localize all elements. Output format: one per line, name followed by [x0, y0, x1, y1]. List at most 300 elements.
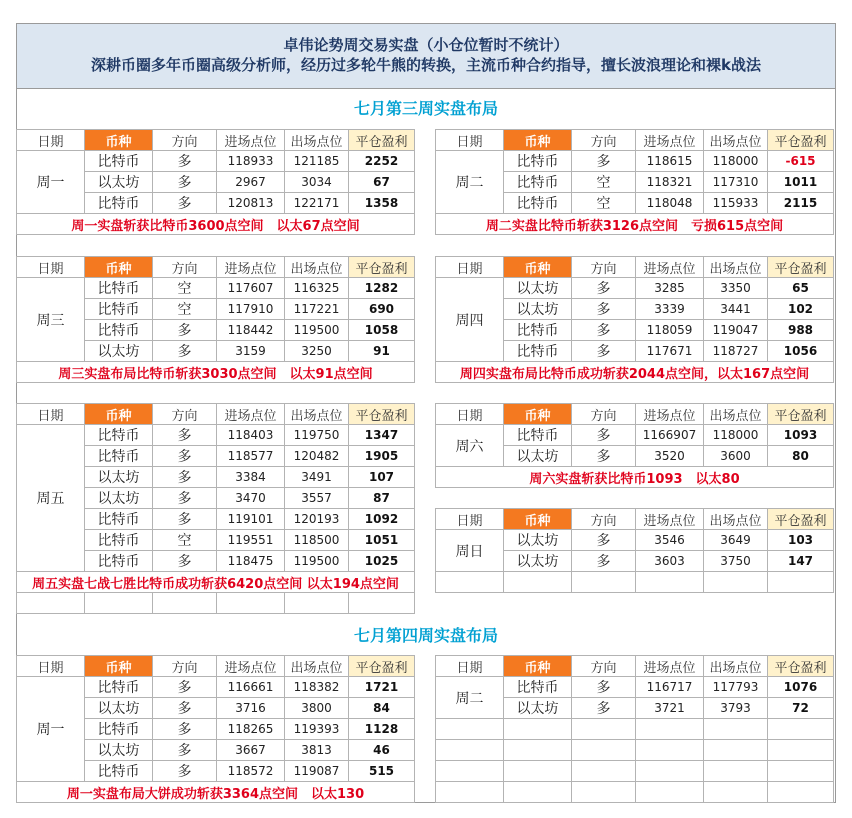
exit-price-cell: 119500	[285, 320, 349, 341]
col-entry-header: 进场点位	[217, 257, 285, 278]
empty-row	[436, 761, 834, 782]
col-entry-header: 进场点位	[217, 130, 285, 151]
direction-cell: 多	[153, 151, 217, 172]
col-coin-header: 币种	[85, 257, 153, 278]
profit-value-cell: 102	[768, 299, 834, 320]
col-direction-header: 方向	[572, 509, 636, 530]
day-label: 周二	[436, 677, 504, 719]
coin-cell: 以太坊	[504, 551, 572, 572]
column-header-row	[17, 656, 415, 677]
table-row	[436, 425, 834, 446]
coin-cell: 比特币	[504, 320, 572, 341]
profit-value-cell: 1076	[768, 677, 834, 698]
entry-price-cell: 118059	[636, 320, 704, 341]
entry-price-cell: 119101	[217, 509, 285, 530]
profit-value-cell: 2115	[768, 193, 834, 214]
exit-price-cell: 3491	[285, 467, 349, 488]
day-label: 周三	[17, 278, 85, 362]
entry-price-cell: 118442	[217, 320, 285, 341]
direction-cell: 多	[153, 467, 217, 488]
empty-row	[436, 719, 834, 740]
direction-cell: 多	[572, 446, 636, 467]
col-exit-header: 出场点位	[285, 656, 349, 677]
direction-cell: 多	[153, 320, 217, 341]
entry-price-cell: 118403	[217, 425, 285, 446]
empty-cell	[504, 719, 572, 740]
col-direction-header: 方向	[153, 656, 217, 677]
entry-price-cell: 118572	[217, 761, 285, 782]
empty-cell	[768, 719, 834, 740]
entry-price-cell: 1166907	[636, 425, 704, 446]
direction-cell: 多	[572, 151, 636, 172]
empty-cell	[704, 761, 768, 782]
col-direction-header: 方向	[572, 130, 636, 151]
empty-cell	[572, 572, 636, 593]
summary-row	[436, 467, 834, 488]
col-pnl-header: 平仓盈利	[768, 130, 834, 151]
day-label: 周日	[436, 530, 504, 572]
exit-price-cell: 3813	[285, 740, 349, 761]
profit-value-cell: 1058	[349, 320, 415, 341]
summary-row	[17, 782, 415, 803]
day-label: 周四	[436, 278, 504, 362]
entry-price-cell: 119551	[217, 530, 285, 551]
empty-cell	[572, 761, 636, 782]
entry-price-cell: 3716	[217, 698, 285, 719]
entry-price-cell: 118265	[217, 719, 285, 740]
coin-cell: 比特币	[85, 719, 153, 740]
profit-value-cell: 1358	[349, 193, 415, 214]
week3-sunday-table	[435, 508, 834, 593]
coin-cell: 以太坊	[85, 341, 153, 362]
col-direction-header: 方向	[153, 130, 217, 151]
exit-price-cell: 3750	[704, 551, 768, 572]
entry-price-cell: 3721	[636, 698, 704, 719]
profit-value-cell: 65	[768, 278, 834, 299]
coin-cell: 比特币	[85, 425, 153, 446]
profit-value-cell: 1347	[349, 425, 415, 446]
week3-monday-table	[16, 129, 415, 235]
col-date-header: 日期	[17, 257, 85, 278]
profit-value-cell: 80	[768, 446, 834, 467]
empty-cell	[436, 572, 504, 593]
empty-cell	[704, 719, 768, 740]
col-exit-header: 出场点位	[285, 130, 349, 151]
col-exit-header: 出场点位	[704, 509, 768, 530]
week3-wednesday-table	[16, 256, 415, 383]
col-date-header: 日期	[17, 656, 85, 677]
sheet-subtitle: 深耕币圈多年币圈高级分析师，经历过多轮牛熊的转换，主流币种合约指导，擅长波浪理论和裸k战法	[91, 56, 761, 74]
entry-price-cell: 118615	[636, 151, 704, 172]
empty-cell	[504, 572, 572, 593]
trading-record-sheet	[16, 23, 836, 803]
empty-row	[436, 740, 834, 761]
coin-cell: 比特币	[85, 509, 153, 530]
empty-cell	[85, 593, 153, 614]
empty-cell	[572, 782, 636, 803]
entry-price-cell: 118475	[217, 551, 285, 572]
empty-cell	[572, 719, 636, 740]
column-header-row	[17, 130, 415, 151]
empty-cell	[704, 782, 768, 803]
direction-cell: 多	[572, 299, 636, 320]
coin-cell: 以太坊	[85, 172, 153, 193]
direction-cell: 多	[153, 509, 217, 530]
summary-row	[17, 572, 415, 593]
exit-price-cell: 117310	[704, 172, 768, 193]
col-entry-header: 进场点位	[217, 656, 285, 677]
week3-thursday-table	[435, 256, 834, 383]
table-row	[436, 151, 834, 172]
empty-cell	[636, 719, 704, 740]
col-pnl-header: 平仓盈利	[349, 257, 415, 278]
table-row	[17, 151, 415, 172]
empty-cell	[436, 740, 504, 761]
profit-value-cell: 515	[349, 761, 415, 782]
profit-value-cell: 46	[349, 740, 415, 761]
empty-cell	[217, 593, 285, 614]
exit-price-cell: 3649	[704, 530, 768, 551]
direction-cell: 多	[153, 719, 217, 740]
col-pnl-header: 平仓盈利	[349, 656, 415, 677]
day-label: 周五	[17, 425, 85, 572]
exit-price-cell: 118000	[704, 151, 768, 172]
exit-price-cell: 117221	[285, 299, 349, 320]
coin-cell: 以太坊	[504, 530, 572, 551]
day-summary: 周五实盘七战七胜比特币成功斩获6420点空间 以太194点空间	[17, 572, 415, 593]
col-pnl-header: 平仓盈利	[768, 257, 834, 278]
loss-value-cell: -615	[768, 151, 834, 172]
col-entry-header: 进场点位	[636, 130, 704, 151]
column-header-row	[17, 404, 415, 425]
coin-cell: 比特币	[504, 151, 572, 172]
entry-price-cell: 117607	[217, 278, 285, 299]
col-date-header: 日期	[436, 130, 504, 151]
col-coin-header: 币种	[85, 656, 153, 677]
empty-cell	[768, 740, 834, 761]
exit-price-cell: 3350	[704, 278, 768, 299]
entry-price-cell: 3667	[217, 740, 285, 761]
direction-cell: 多	[153, 551, 217, 572]
col-direction-header: 方向	[153, 257, 217, 278]
direction-cell: 空	[572, 172, 636, 193]
exit-price-cell: 116325	[285, 278, 349, 299]
coin-cell: 以太坊	[85, 698, 153, 719]
col-coin-header: 币种	[504, 509, 572, 530]
coin-cell: 比特币	[85, 151, 153, 172]
day-summary: 周一实盘斩获比特币3600点空间 以太67点空间	[17, 214, 415, 235]
day-label: 周六	[436, 425, 504, 467]
col-pnl-header: 平仓盈利	[349, 404, 415, 425]
exit-price-cell: 118000	[704, 425, 768, 446]
entry-price-cell: 3546	[636, 530, 704, 551]
entry-price-cell: 118048	[636, 193, 704, 214]
direction-cell: 多	[153, 698, 217, 719]
exit-price-cell: 119087	[285, 761, 349, 782]
direction-cell: 多	[153, 341, 217, 362]
entry-price-cell: 118577	[217, 446, 285, 467]
coin-cell: 以太坊	[85, 740, 153, 761]
col-date-header: 日期	[436, 656, 504, 677]
coin-cell: 比特币	[504, 341, 572, 362]
direction-cell: 多	[572, 320, 636, 341]
entry-price-cell: 118933	[217, 151, 285, 172]
profit-value-cell: 1905	[349, 446, 415, 467]
summary-row	[17, 214, 415, 235]
coin-cell: 以太坊	[504, 698, 572, 719]
entry-price-cell: 3384	[217, 467, 285, 488]
entry-price-cell: 2967	[217, 172, 285, 193]
day-summary: 周三实盘布局比特币斩获3030点空间 以太91点空间	[17, 362, 415, 383]
col-coin-header: 币种	[504, 404, 572, 425]
week4-title: 七月第四周实盘布局	[353, 626, 498, 645]
profit-value-cell: 690	[349, 299, 415, 320]
direction-cell: 多	[153, 677, 217, 698]
sheet-header	[17, 24, 835, 89]
profit-value-cell: 1128	[349, 719, 415, 740]
col-exit-header: 出场点位	[704, 257, 768, 278]
column-header-row	[436, 509, 834, 530]
empty-cell	[504, 761, 572, 782]
table-row	[17, 278, 415, 299]
empty-cell	[768, 761, 834, 782]
coin-cell: 比特币	[85, 193, 153, 214]
entry-price-cell: 116717	[636, 677, 704, 698]
direction-cell: 多	[572, 551, 636, 572]
coin-cell: 以太坊	[504, 299, 572, 320]
empty-cell	[153, 593, 217, 614]
entry-price-cell: 3339	[636, 299, 704, 320]
exit-price-cell: 3800	[285, 698, 349, 719]
exit-price-cell: 115933	[704, 193, 768, 214]
direction-cell: 多	[572, 677, 636, 698]
direction-cell: 空	[153, 278, 217, 299]
exit-price-cell: 118500	[285, 530, 349, 551]
col-date-header: 日期	[436, 509, 504, 530]
col-entry-header: 进场点位	[636, 257, 704, 278]
profit-value-cell: 67	[349, 172, 415, 193]
table-row	[436, 530, 834, 551]
direction-cell: 多	[153, 446, 217, 467]
empty-cell	[768, 572, 834, 593]
empty-cell	[636, 740, 704, 761]
col-entry-header: 进场点位	[217, 404, 285, 425]
empty-cell	[436, 782, 504, 803]
profit-value-cell: 87	[349, 488, 415, 509]
profit-value-cell: 1721	[349, 677, 415, 698]
empty-cell	[768, 782, 834, 803]
direction-cell: 多	[572, 425, 636, 446]
col-direction-header: 方向	[572, 257, 636, 278]
col-date-header: 日期	[436, 404, 504, 425]
exit-price-cell: 3250	[285, 341, 349, 362]
profit-value-cell: 1282	[349, 278, 415, 299]
profit-value-cell: 1025	[349, 551, 415, 572]
empty-cell	[636, 782, 704, 803]
col-exit-header: 出场点位	[704, 656, 768, 677]
profit-value-cell: 1093	[768, 425, 834, 446]
empty-cell	[704, 572, 768, 593]
coin-cell: 比特币	[85, 299, 153, 320]
col-coin-header: 币种	[504, 130, 572, 151]
day-label: 周二	[436, 151, 504, 214]
day-summary: 周一实盘布局大饼成功斩获3364点空间 以太130	[17, 782, 415, 803]
entry-price-cell: 120813	[217, 193, 285, 214]
coin-cell: 比特币	[504, 172, 572, 193]
coin-cell: 比特币	[85, 551, 153, 572]
entry-price-cell: 3603	[636, 551, 704, 572]
empty-row	[17, 593, 415, 614]
entry-price-cell: 117910	[217, 299, 285, 320]
exit-price-cell: 3793	[704, 698, 768, 719]
col-exit-header: 出场点位	[285, 404, 349, 425]
day-summary: 周四实盘布局比特币成功斩获2044点空间，以太167点空间	[436, 362, 834, 383]
direction-cell: 多	[153, 425, 217, 446]
empty-cell	[636, 761, 704, 782]
col-pnl-header: 平仓盈利	[768, 509, 834, 530]
exit-price-cell: 118382	[285, 677, 349, 698]
coin-cell: 比特币	[504, 425, 572, 446]
day-label: 周一	[17, 677, 85, 782]
col-entry-header: 进场点位	[636, 509, 704, 530]
exit-price-cell: 117793	[704, 677, 768, 698]
direction-cell: 多	[572, 698, 636, 719]
empty-row	[436, 572, 834, 593]
col-coin-header: 币种	[85, 404, 153, 425]
week4-tuesday-table	[435, 655, 834, 803]
col-exit-header: 出场点位	[704, 130, 768, 151]
day-label: 周一	[17, 151, 85, 214]
empty-cell	[704, 740, 768, 761]
empty-row	[436, 782, 834, 803]
exit-price-cell: 3600	[704, 446, 768, 467]
table-row	[17, 677, 415, 698]
exit-price-cell: 119047	[704, 320, 768, 341]
profit-value-cell: 1051	[349, 530, 415, 551]
exit-price-cell: 118727	[704, 341, 768, 362]
entry-price-cell: 3470	[217, 488, 285, 509]
profit-value-cell: 103	[768, 530, 834, 551]
profit-value-cell: 91	[349, 341, 415, 362]
column-header-row	[17, 257, 415, 278]
exit-price-cell: 3034	[285, 172, 349, 193]
profit-value-cell: 1056	[768, 341, 834, 362]
profit-value-cell: 107	[349, 467, 415, 488]
col-coin-header: 币种	[504, 656, 572, 677]
col-exit-header: 出场点位	[704, 404, 768, 425]
direction-cell: 多	[153, 761, 217, 782]
week3-saturday-table	[435, 403, 834, 488]
exit-price-cell: 119393	[285, 719, 349, 740]
coin-cell: 以太坊	[85, 488, 153, 509]
col-pnl-header: 平仓盈利	[768, 404, 834, 425]
direction-cell: 空	[572, 193, 636, 214]
col-entry-header: 进场点位	[636, 656, 704, 677]
coin-cell: 以太坊	[504, 446, 572, 467]
table-row	[436, 278, 834, 299]
exit-price-cell: 119750	[285, 425, 349, 446]
coin-cell: 比特币	[85, 761, 153, 782]
col-date-header: 日期	[17, 130, 85, 151]
coin-cell: 比特币	[504, 193, 572, 214]
col-coin-header: 币种	[85, 130, 153, 151]
coin-cell: 比特币	[85, 446, 153, 467]
col-direction-header: 方向	[153, 404, 217, 425]
empty-cell	[436, 719, 504, 740]
coin-cell: 比特币	[504, 677, 572, 698]
col-direction-header: 方向	[572, 656, 636, 677]
coin-cell: 比特币	[85, 278, 153, 299]
sheet-title: 卓伟论势周交易实盘（小仓位暂时不统计）	[283, 36, 569, 54]
direction-cell: 多	[153, 172, 217, 193]
exit-price-cell: 120482	[285, 446, 349, 467]
summary-row	[17, 362, 415, 383]
column-header-row	[436, 404, 834, 425]
empty-cell	[17, 593, 85, 614]
coin-cell: 以太坊	[504, 278, 572, 299]
empty-cell	[349, 593, 415, 614]
entry-price-cell: 118321	[636, 172, 704, 193]
day-summary: 周六实盘斩获比特币1093 以太80	[436, 467, 834, 488]
entry-price-cell: 3285	[636, 278, 704, 299]
entry-price-cell: 3159	[217, 341, 285, 362]
empty-cell	[504, 782, 572, 803]
table-row	[17, 425, 415, 446]
entry-price-cell: 116661	[217, 677, 285, 698]
col-coin-header: 币种	[504, 257, 572, 278]
profit-value-cell: 84	[349, 698, 415, 719]
exit-price-cell: 119500	[285, 551, 349, 572]
coin-cell: 比特币	[85, 320, 153, 341]
col-date-header: 日期	[17, 404, 85, 425]
column-header-row	[436, 257, 834, 278]
column-header-row	[436, 130, 834, 151]
direction-cell: 多	[572, 341, 636, 362]
empty-cell	[436, 761, 504, 782]
profit-value-cell: 147	[768, 551, 834, 572]
week3-title: 七月第三周实盘布局	[353, 99, 498, 118]
profit-value-cell: 72	[768, 698, 834, 719]
direction-cell: 多	[153, 193, 217, 214]
entry-price-cell: 117671	[636, 341, 704, 362]
empty-cell	[504, 740, 572, 761]
coin-cell: 比特币	[85, 530, 153, 551]
coin-cell: 比特币	[85, 677, 153, 698]
direction-cell: 多	[572, 530, 636, 551]
week3-tuesday-table	[435, 129, 834, 235]
profit-value-cell: 988	[768, 320, 834, 341]
table-row	[436, 677, 834, 698]
col-pnl-header: 平仓盈利	[768, 656, 834, 677]
exit-price-cell: 122171	[285, 193, 349, 214]
entry-price-cell: 3520	[636, 446, 704, 467]
coin-cell: 以太坊	[85, 467, 153, 488]
summary-row	[436, 362, 834, 383]
empty-cell	[572, 740, 636, 761]
summary-row	[436, 214, 834, 235]
exit-price-cell: 3441	[704, 299, 768, 320]
direction-cell: 空	[153, 530, 217, 551]
direction-cell: 空	[153, 299, 217, 320]
direction-cell: 多	[153, 740, 217, 761]
direction-cell: 多	[153, 488, 217, 509]
empty-cell	[636, 572, 704, 593]
col-pnl-header: 平仓盈利	[349, 130, 415, 151]
col-entry-header: 进场点位	[636, 404, 704, 425]
direction-cell: 多	[572, 278, 636, 299]
col-exit-header: 出场点位	[285, 257, 349, 278]
col-date-header: 日期	[436, 257, 504, 278]
